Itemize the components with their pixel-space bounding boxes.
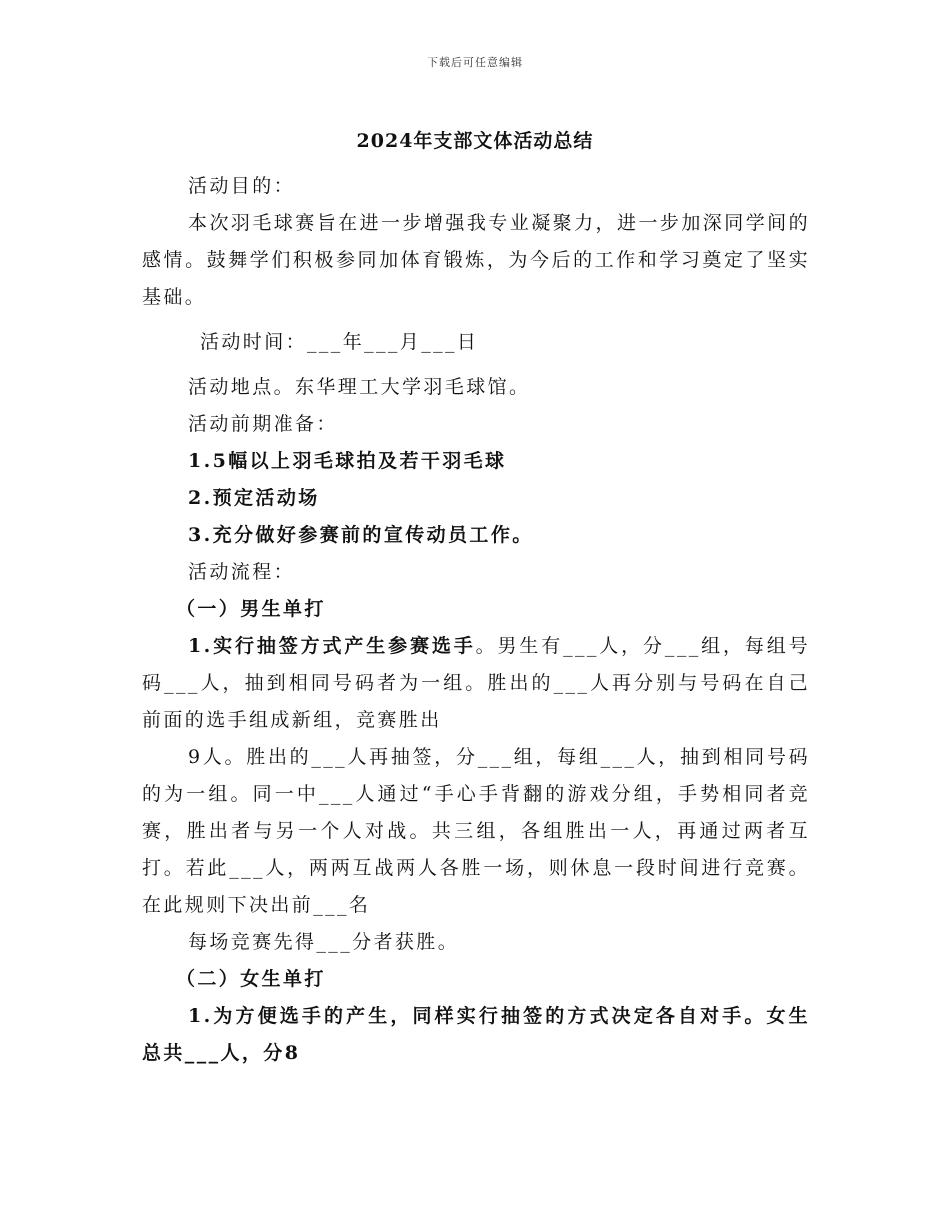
men-rule-1-text: 。男生有___人，分___组，每组号码___人，抽到相同号码者为一组。胜出的___人再分别与号码在自己前面的选手组成新组，竞赛胜出 [142, 635, 811, 731]
prep-label: 活动前期准备： [188, 413, 338, 435]
activity-place: 活动地点。东华理工大学羽毛球馆。 [188, 376, 531, 398]
prep-item-3: 3.充分做好参赛前的宣传动员工作。 [188, 524, 534, 546]
women-rule-1: 1.为方便选手的产生，同样实行抽签的方式决定各自对手。女生总共___人，分8 [142, 1005, 810, 1064]
prep-item-2: 2.预定活动场 [188, 487, 320, 509]
men-rule-1 [142, 628, 810, 739]
men-singles-heading: （一）男生单打 [176, 598, 326, 620]
men-rule-2: 9人。胜出的___人再抽签，分___组，每组___人，抽到相同号码的为一组。同一中___人通过“手心手背翻的游戏分组，手势相同者竞赛，胜出者与另一个人对战。共三组，各组胜出一人，再通过两者互打。若此___人，两两互战两人各胜一场，则休息一段时间进行竞赛。在此规则下决出前___名 [142, 746, 810, 916]
purpose-label: 活动目的： [188, 175, 296, 197]
purpose-text: 本次羽毛球赛旨在进一步增强我专业凝聚力，进一步加深同学间的感情。鼓舞学们积极参同加体育锻炼，为今后的工作和学习奠定了坚实基础。 [142, 212, 810, 308]
activity-time: 活动时间：___年___月___日 [200, 331, 479, 353]
prep-item-1: 1.5幅以上羽毛球拍及若干羽毛球 [188, 450, 507, 472]
men-rule-1-lead: 1.实行抽签方式产生参赛选手 [188, 635, 476, 657]
document-body [142, 168, 810, 1072]
women-singles-heading: （二）女生单打 [176, 968, 326, 990]
header-note: 下载后可任意编辑 [427, 56, 523, 69]
document-title: 2024年支部文体活动总结 [356, 130, 594, 152]
flow-label: 活动流程： [188, 561, 296, 583]
men-rule-3: 每场竞赛先得___分者获胜。 [188, 931, 460, 953]
